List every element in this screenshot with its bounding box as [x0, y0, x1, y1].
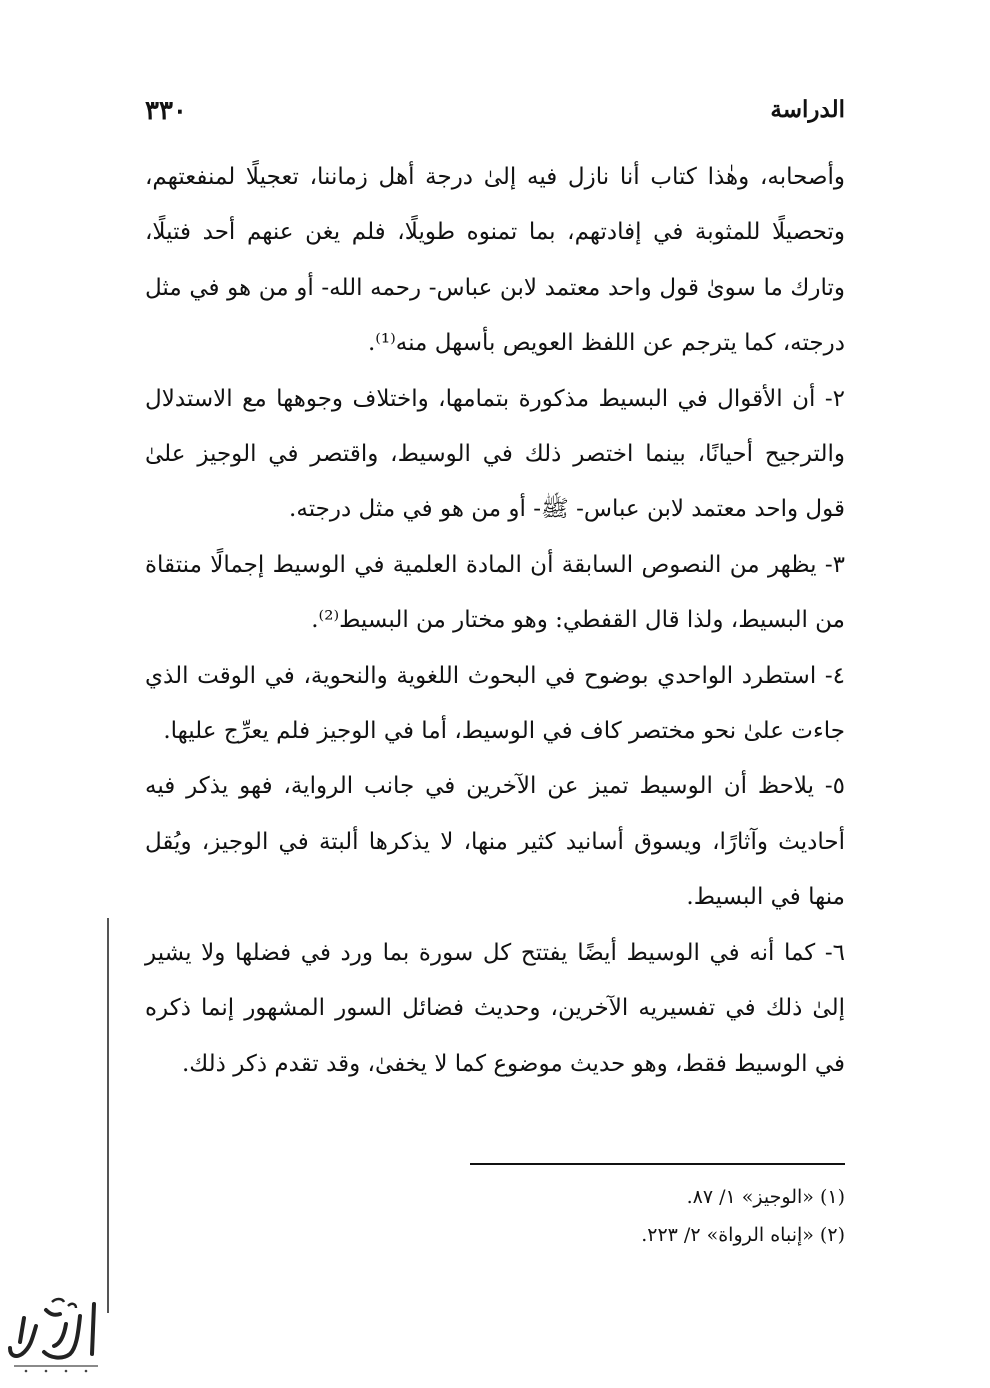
margin-line [107, 918, 109, 1313]
paragraph-1: وأصحابه، وهٰذا كتاب أنا نازل فيه إلىٰ درجة أهل زماننا، تعجيلًا لمنفعتهم، وتحصيلًا للمثوبة في إفادتهم، بما تمنوه طويلًا، فلم يغن عنهم أحد فتيلًا، وتارك ما سوىٰ قول واحد معتمد لابن عباس- رحمه الله- أو من هو في مثل درجته، كما يترجم عن اللفظ العويص بأسهل منه⁽¹⁾. [145, 164, 845, 357]
paragraph-3: ٣- يظهر من النصوص السابقة أن المادة العلمية في الوسيط إجمالًا منتقاة من البسيط، ولذا قال القفطي: وهو مختار من البسيط⁽²⁾. [145, 551, 845, 634]
paragraph-5: ٥- يلاحظ أن الوسيط تميز عن الآخرين في جانب الرواية، فهو يذكر فيه أحاديث وآثارًا، ويسوق أسانيد كثير منها، لا يذكرها ألبتة في الوجيز، ويُقل منها في البسيط. [145, 773, 845, 911]
footnotes [145, 1178, 845, 1254]
running-title: الدراسة [770, 96, 845, 123]
footnote-divider [470, 1163, 845, 1165]
page-header [145, 96, 845, 136]
page-number: ٣٣٠ [145, 96, 187, 126]
body-text [145, 150, 845, 1092]
paragraph-4: ٤- استطرد الواحدي بوضوح في البحوث اللغوية والنحوية، في الوقت الذي جاءت علىٰ نحو مختصر كاف في الوسيط، أما في الوجيز فلم يعرِّج عليها. [145, 662, 845, 745]
calligraphy-stamp-icon [6, 1296, 106, 1376]
paragraph-2: ٢- أن الأقوال في البسيط مذكورة بتمامها، واختلاف وجوهها مع الاستدلال والترجيح أحيانًا، بينما اختصر ذلك في الوسيط، واقتصر في الوجيز علىٰ قول واحد معتمد لابن عباس- ﷺ- أو من هو في مثل درجته. [145, 385, 845, 523]
paragraph-6: ٦- كما أنه في الوسيط أيضًا يفتتح كل سورة بما ورد في فضلها ولا يشير إلىٰ ذلك في تفسيريه الآخرين، وحديث فضائل السور المشهور إنما ذكره في الوسيط فقط، وهو حديث موضوع كما لا يخفىٰ، وقد تقدم ذكر ذلك. [145, 939, 845, 1077]
footnote-2: (٢) «إنباه الرواة» ٢/ ٢٢٣. [641, 1224, 845, 1246]
footnote-1: (١) «الوجيز» ١/ ٨٧. [686, 1186, 845, 1208]
